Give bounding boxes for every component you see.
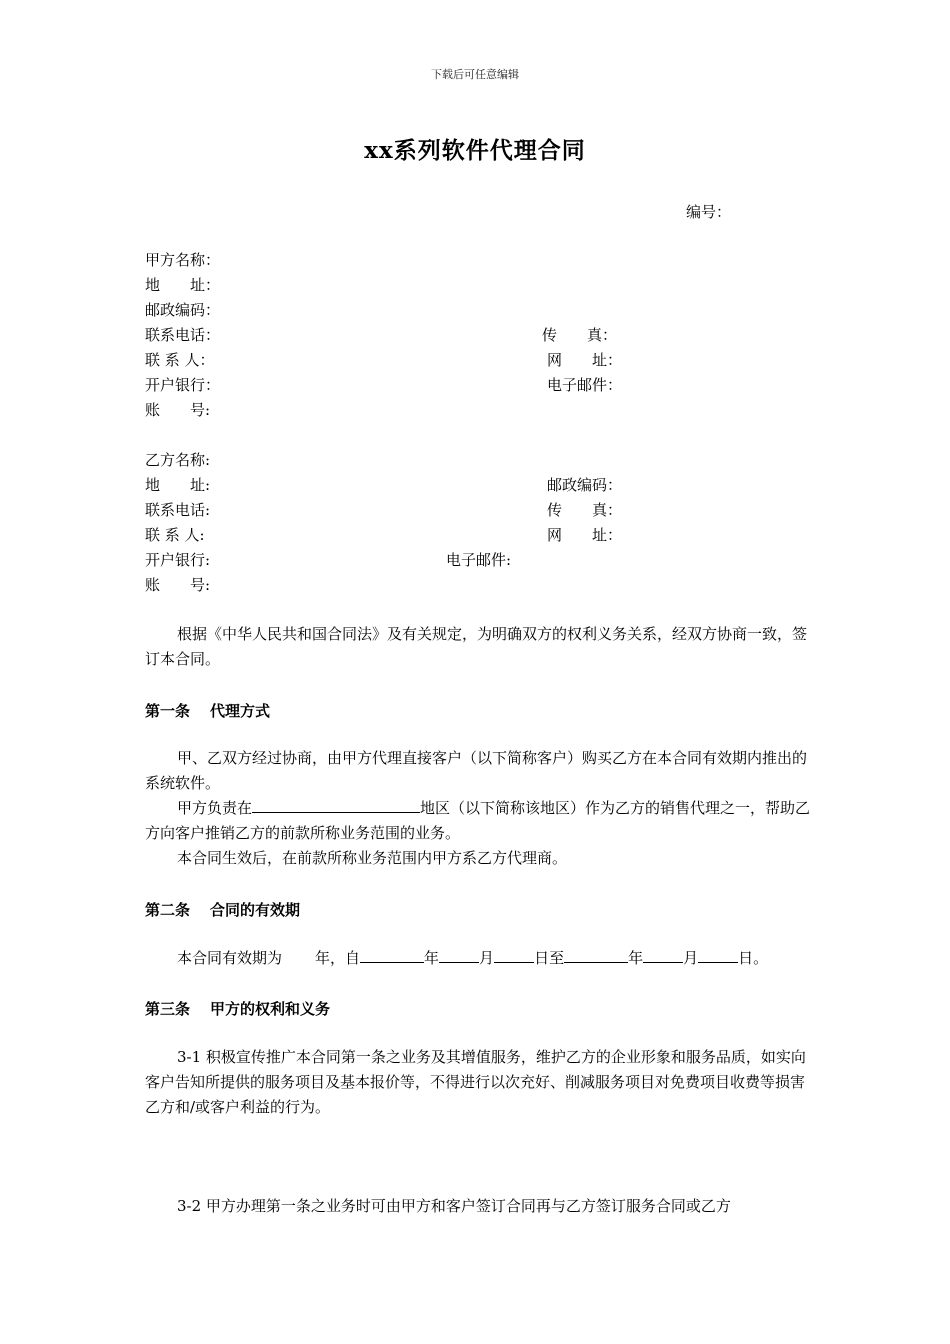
article-3-paragraph-1: 3-1 积极宣传推广本合同第一条之业务及其增值服务，维护乙方的企业形象和服务品质，如实向客户告知所提供的服务项目及基本报价等，不得进行以次充好、削减服务项目对免费项目收费等损害乙方和/或客户利益的行为。 (145, 1048, 806, 1116)
article-1-paragraph-1: 甲、乙双方经过协商，由甲方代理直接客户（以下简称客户）购买乙方在本合同有效期内推出的系统软件。 (145, 749, 808, 792)
party-a-phone-label: 联系电话： (145, 326, 221, 344)
contract-number-label: 编号： (686, 203, 732, 221)
term-text-3: 年 (424, 949, 440, 967)
start-year-blank (360, 948, 424, 963)
article-1-paragraph-2 (145, 796, 813, 846)
article-1-p2-end: 地区（以下简称该地区）作为乙方的销售代理之一，帮助乙方向客户推销乙方的前款所称业务范围的业务。 (145, 799, 811, 842)
article-3-clause-2 (145, 1194, 813, 1219)
term-text-4: 月 (479, 949, 495, 967)
intro-paragraph: 根据《中华人民共和国合同法》及有关规定，为明确双方的权利义务关系，经双方协商一致，签订本合同。 (145, 625, 808, 668)
party-b-phone-label: 联系电话: (145, 501, 211, 519)
article-2-term-line (145, 946, 845, 971)
party-a-website-label: 网 址： (547, 351, 623, 369)
party-b-account-label: 账 号: (145, 576, 211, 594)
article-1-heading (145, 700, 270, 721)
party-b-contact-label: 联 系 人: (145, 526, 205, 544)
term-text-2: 年，自 (315, 949, 361, 967)
article-1-number: 第一条 (145, 702, 191, 720)
party-b-website-label: 网 址： (547, 526, 623, 544)
end-year-blank (564, 948, 628, 963)
region-blank (252, 798, 420, 813)
party-b-email-label: 电子邮件: (446, 551, 512, 569)
article-3-paragraph-2: 3-2 甲方办理第一条之业务时可由甲方和客户签订合同再与乙方签订服务合同或乙方 (177, 1197, 731, 1215)
article-2-heading (145, 899, 300, 920)
article-3-clause-1 (145, 1045, 813, 1120)
party-b-bank-label: 开户银行: (145, 551, 211, 569)
article-2-number: 第二条 (145, 901, 191, 919)
article-1-paragraph-3: 本合同生效后，在前款所称业务范围内甲方系乙方代理商。 (177, 849, 568, 867)
party-a-name-label: 甲方名称： (145, 251, 221, 269)
article-3-heading (145, 998, 330, 1019)
party-b-name-label: 乙方名称: (145, 451, 211, 469)
page-title: xx系列软件代理合同 (364, 137, 586, 164)
party-a-bank-label: 开户银行： (145, 376, 221, 394)
article-2-body (145, 946, 845, 971)
article-1-body (145, 746, 813, 871)
party-a-account-label: 账 号: (145, 401, 211, 419)
article-3-title: 甲方的权利和义务 (210, 1000, 331, 1018)
start-month-blank (439, 948, 479, 963)
term-text-1: 本合同有效期为 (177, 949, 283, 967)
end-day-blank (698, 948, 738, 963)
party-a-email-label: 电子邮件： (547, 376, 623, 394)
party-a-fax-label: 传 真： (542, 326, 618, 344)
start-day-blank (494, 948, 534, 963)
article-1-title: 代理方式 (210, 702, 271, 720)
header-note: 下载后可任意编辑 (431, 68, 519, 81)
term-text-6: 年 (628, 949, 644, 967)
term-text-5: 日至 (534, 949, 565, 967)
term-text-7: 月 (683, 949, 699, 967)
party-b-postcode-label: 邮政编码： (547, 476, 623, 494)
article-3-number: 第三条 (145, 1000, 191, 1018)
article-2-title: 合同的有效期 (210, 901, 301, 919)
end-month-blank (643, 948, 683, 963)
article-1-p2-start: 甲方负责在 (177, 799, 253, 817)
party-a-postcode-label: 邮政编码： (145, 301, 221, 319)
party-b-address-label: 地 址: (145, 476, 211, 494)
term-text-8: 日。 (738, 949, 769, 967)
party-b-fax-label: 传 真： (547, 501, 623, 519)
party-a-address-label: 地 址： (145, 276, 221, 294)
party-a-contact-label: 联 系 人： (145, 351, 215, 369)
